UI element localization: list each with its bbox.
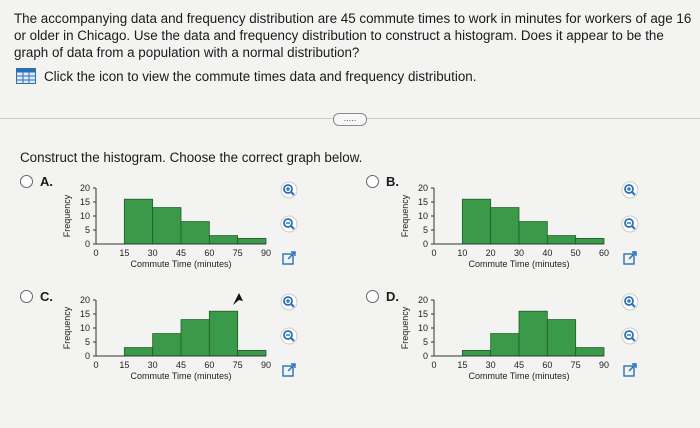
histogram-bar [462,350,490,356]
x-tick-label: 30 [485,360,496,370]
histogram-c [60,292,275,402]
x-axis-label: Commute Time (minutes) [468,371,570,381]
x-tick-label: 15 [119,248,130,258]
histogram-bar [491,334,519,356]
histogram-bar [124,199,152,244]
histogram-svg [60,180,275,285]
histogram-svg [60,292,275,397]
x-tick-label: 30 [513,248,525,258]
y-axis-label: Frequency [62,194,72,238]
histogram-bar [181,222,209,244]
histogram-bar [209,236,237,244]
table-icon[interactable] [16,68,36,84]
y-tick-label: 5 [422,225,428,235]
x-tick-label: 30 [147,360,158,370]
histogram-bar [547,320,575,356]
x-tick-label: 10 [457,248,468,258]
data-link-text[interactable]: Click the icon to view the commute times data and frequency distribution. [44,68,477,84]
histogram-svg [398,292,613,397]
histogram-b [398,180,613,290]
x-tick-label: 50 [570,248,581,258]
x-tick-label: 45 [513,360,525,370]
x-tick-label: 75 [232,248,243,258]
histogram-a [60,180,275,290]
x-tick-label: 0 [93,248,99,258]
external-link-icon[interactable] [621,249,639,267]
y-tick-label: 15 [79,309,90,319]
x-tick-label: 30 [147,248,158,258]
y-tick-label: 0 [422,351,428,361]
zoom-out-icon[interactable] [280,327,298,345]
y-tick-label: 0 [84,351,90,361]
option-b-label: B. [386,174,399,189]
question-text: The accompanying data and frequency distribution are 45 commute times to work in minutes for workers of age 16 or older in Chicago. Use the data and frequency distribution to construct a histogram. Does it appear to be the graph of data from a population with a normal distribution? [14,11,692,60]
histogram-bar [153,208,181,244]
option-a-radio[interactable] [20,174,53,189]
x-axis-label: Commute Time (minutes) [130,259,232,269]
x-tick-label: 45 [175,248,187,258]
y-tick-label: 15 [417,197,428,207]
y-tick-label: 20 [417,295,428,305]
x-tick-label: 60 [204,360,215,370]
radio-a[interactable] [20,175,33,188]
histogram-bar [153,334,181,356]
option-c-radio[interactable] [20,289,53,304]
option-c-label: C. [40,289,53,304]
y-tick-label: 5 [84,225,90,235]
x-tick-label: 45 [175,360,187,370]
expand-dots-button[interactable]: ..... [333,113,367,126]
histogram-bar [238,350,266,356]
histogram-bar [519,222,547,244]
y-axis-label: Frequency [400,306,410,350]
x-axis-label: Commute Time (minutes) [130,371,232,381]
y-tick-label: 5 [422,337,428,347]
data-link-row[interactable] [16,68,476,84]
y-tick-label: 15 [417,309,428,319]
histogram-bar [519,311,547,356]
radio-c[interactable] [20,290,33,303]
zoom-out-icon[interactable] [280,215,298,233]
x-tick-label: 75 [570,360,581,370]
external-link-icon[interactable] [280,361,298,379]
x-tick-label: 0 [431,360,437,370]
y-tick-label: 20 [417,183,428,193]
y-tick-label: 20 [79,183,90,193]
x-tick-label: 15 [457,360,468,370]
radio-d[interactable] [366,290,379,303]
y-tick-label: 20 [79,295,90,305]
histogram-bar [491,208,519,244]
y-tick-label: 0 [422,239,428,249]
external-link-icon[interactable] [280,249,298,267]
histogram-bar [238,238,266,244]
zoom-out-icon[interactable] [621,327,639,345]
histogram-bar [576,348,604,356]
x-tick-label: 60 [204,248,215,258]
y-tick-label: 10 [417,211,428,221]
y-tick-label: 0 [84,239,90,249]
x-tick-label: 15 [119,360,130,370]
histogram-svg [398,180,613,285]
histogram-bar [124,348,152,356]
zoom-out-icon[interactable] [621,215,639,233]
y-tick-label: 10 [417,323,428,333]
radio-b[interactable] [366,175,379,188]
option-a-label: A. [40,174,53,189]
cursor-icon [231,291,245,307]
histogram-bar [547,236,575,244]
x-tick-label: 90 [598,360,610,370]
zoom-in-icon[interactable] [280,181,298,199]
y-tick-label: 15 [79,197,90,207]
x-tick-label: 40 [542,248,553,258]
zoom-in-icon[interactable] [280,293,298,311]
histogram-bar [209,311,237,356]
x-tick-label: 0 [431,248,437,258]
prompt-text: Construct the histogram. Choose the correct graph below. [20,150,363,165]
option-d-label: D. [386,289,399,304]
histogram-bar [576,238,604,244]
zoom-in-icon[interactable] [621,181,639,199]
y-tick-label: 10 [79,211,90,221]
x-tick-label: 75 [232,360,243,370]
x-tick-label: 90 [260,360,272,370]
y-tick-label: 5 [84,337,90,347]
zoom-in-icon[interactable] [621,293,639,311]
histogram-bar [462,199,490,244]
option-b-radio[interactable] [366,174,399,189]
x-tick-label: 60 [598,248,610,258]
x-tick-label: 0 [93,360,99,370]
histogram-d [398,292,613,402]
y-axis-label: Frequency [400,194,410,238]
external-link-icon[interactable] [621,361,639,379]
x-tick-label: 90 [260,248,272,258]
y-axis-label: Frequency [62,306,72,350]
histogram-bar [181,320,209,356]
x-tick-label: 20 [485,248,496,258]
x-axis-label: Commute Time (minutes) [468,259,570,269]
option-d-radio[interactable] [366,289,399,304]
x-tick-label: 60 [542,360,553,370]
y-tick-label: 10 [79,323,90,333]
